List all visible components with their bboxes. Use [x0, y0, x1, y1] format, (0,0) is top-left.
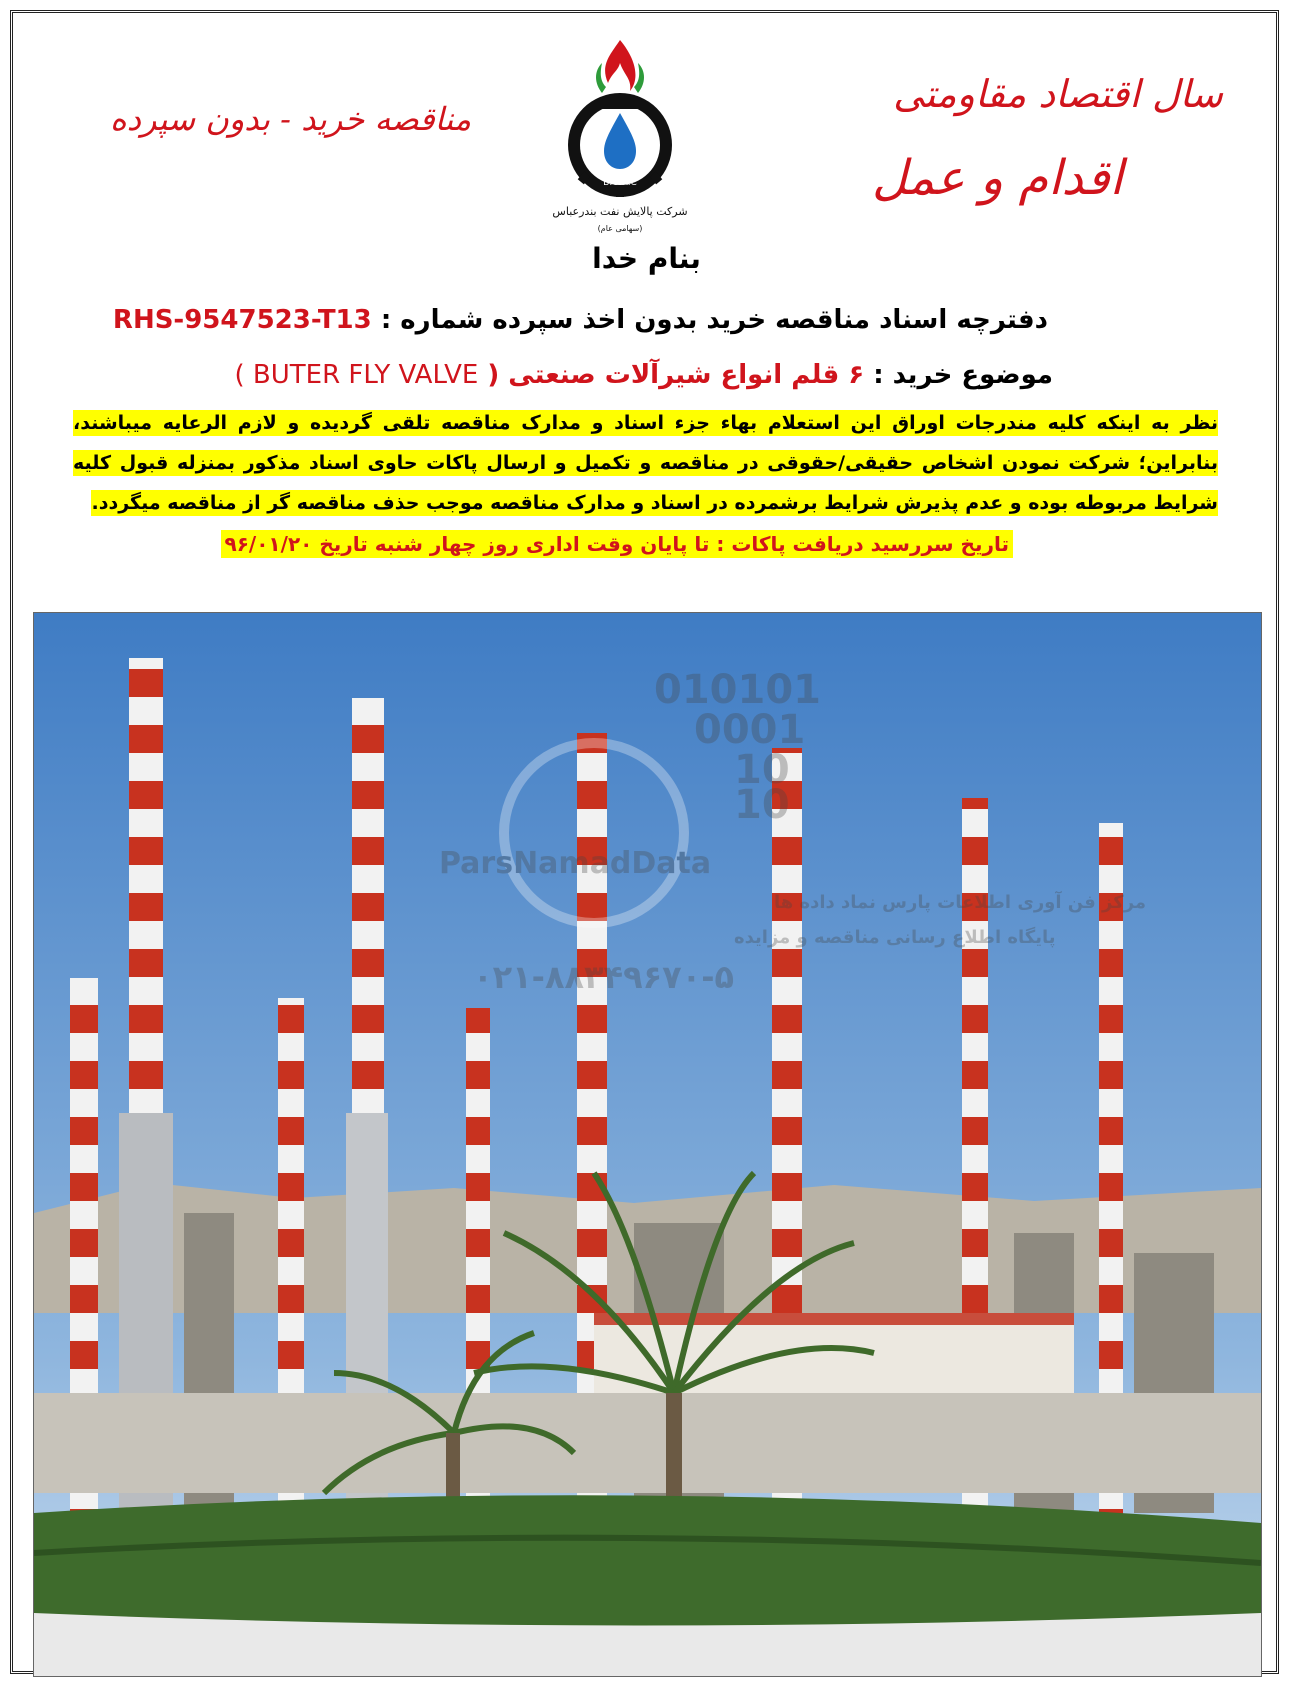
- subject-value-en: BUTER FLY VALVE ): [234, 360, 479, 390]
- deadline-notice: تاریخ سررسید دریافت پاکات : تا پایان وقت اداری روز چهار شنبه تاریخ ۹۶/۰۱/۲۰: [221, 530, 1014, 558]
- watermark-phone: ۰۲۱-۸۸۳۴۹۶۷۰-۵: [473, 958, 734, 996]
- watermark-line-2: پایگاه اطلاع رسانی مناقصه و مزایده: [734, 927, 1056, 948]
- tender-title: [113, 305, 1048, 335]
- logo-badge-text: B.O.R.C: [603, 178, 637, 188]
- conditions-text: نظر به اینکه کلیه مندرجات اوراق این استعلام بهاء جزء اسناد و مدارک مناقصه تلقی گردیده و لازم الرعایه میباشند، بنابراین؛ شرکت نمودن اشخاص حقیقی/حقوقی در مناقصه و تکمیل و ارسال پاکات حاوی اسناد مذکور بمنزله قبول کلیه شرایط مربوطه بوده و عدم پذیرش شرایط برشمرده در اسناد و مدارک مناقصه موجب حذف مناقصه گر از مناقصه میگردد.: [73, 412, 1218, 514]
- watermark-binary-2: 0001: [694, 707, 806, 753]
- watermark-brand: ParsNamadData: [439, 846, 712, 881]
- subject-value-fa: ۶ قلم انواع شیرآلات صنعتی (: [487, 360, 865, 390]
- refinery-photo: [33, 612, 1262, 1677]
- subject-label: موضوع خرید :: [873, 360, 1053, 390]
- tender-number: RHS-9547523-T13: [112, 305, 372, 335]
- slogan-line-2: اقدام و عمل: [872, 150, 1123, 206]
- conditions-paragraph: [73, 403, 1218, 523]
- purchase-subject: [234, 360, 1053, 390]
- tender-type-label: مناقصه خرید - بدون سپرده: [110, 100, 472, 138]
- slogan-line-1: سال اقتصاد مقاومتی: [893, 72, 1223, 116]
- watermark-line-1: مرکز فن آوری اطلاعات پارس نماد داده ها: [774, 892, 1147, 913]
- bismillah-heading: بنام خدا: [592, 242, 701, 275]
- watermark-binary-4: 10: [734, 782, 790, 828]
- company-logo: [540, 35, 700, 240]
- logo-public-text: (سهامی عام): [597, 224, 643, 233]
- tender-title-label: دفترچه اسناد مناقصه خرید بدون اخذ سپرده شماره :: [380, 305, 1048, 335]
- logo-company-text: شرکت پالایش نفت بندرعباس: [552, 205, 688, 218]
- watermark-binary-1: 010101: [654, 667, 821, 713]
- watermark-binary-3: 10: [734, 747, 790, 793]
